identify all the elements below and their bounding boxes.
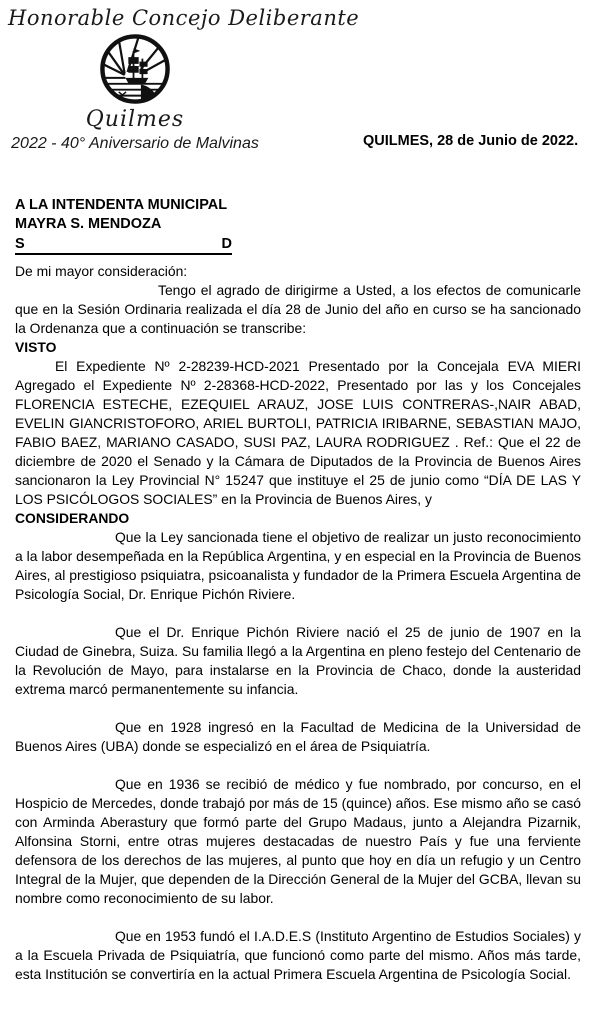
considerando-paragraph: Que el Dr. Enrique Pichón Riviere nació el 25 de junio de 1907 en la Ciudad de Ginebra, Suiza. Su familia llegó a la Argentina en pleno festejo del Centenario de la Revolución de Mayo, para instalarse en la Provincia de Chaco, donde la austeridad extrema marcó permanentemente su infancia. — [15, 624, 581, 697]
letter-body — [15, 262, 581, 984]
date-line: QUILMES, 28 de Junio de 2022. — [363, 133, 579, 149]
recipient-name: MAYRA S. MENDOZA — [15, 216, 162, 232]
letterhead — [8, 6, 360, 153]
visto-paragraph: El Expediente Nº 2-28239-HCD-2021 Presentado por la Concejala EVA MIERI Agregado el Expediente Nº 2-28368-HCD-2022, Presentado por las y los Concejales FLORENCIA ESTECHE, EZEQUIEL ARAUZ, JOSE LUIS CONTRERAS-,NAIR ABAD, EVELIN GIANCRISTOFORO, ARIEL BURTOLI, PATRICIA IRIBARNE, SEBASTIAN MAJO, FABIO BAEZ, MARIANO CASADO, SUSI PAZ, LAURA RODRIGUEZ . Ref.: Que el 22 de diciembre de 2020 el Senado y la Cámara de Diputados de la Provincia de Buenos Aires sancionaron la Ley Provincial N° 15247 que instituye el 25 de junio como “DÍA DE LAS Y LOS PSICÓLOGOS SOCIALES” en la Provincia de Buenos Aires, y — [15, 358, 581, 507]
considerando-paragraph: Que en 1928 ingresó en la Facultad de Medicina de la Universidad de Buenos Aires (UBA) donde se especializó en el área de Psiquiatría. — [15, 719, 581, 754]
visto-heading: VISTO — [15, 339, 57, 355]
recipient-sd-line — [15, 236, 232, 255]
city-name-script: Quilmes — [85, 107, 185, 132]
considerando-paragraph: Que en 1953 fundó el I.A.D.E.S (Instituto Argentino de Estudios Sociales) y a la Escuela Privada de Psiquiatría, que funcionó como parte del mismo. Años más tarde, esta Institución se convertiría en la actual Primera Escuela Argentina de Psicología Social. — [15, 928, 581, 982]
org-name: Honorable Concejo Deliberante — [8, 6, 360, 30]
greeting: De mi mayor consideración: — [15, 263, 188, 279]
quilmes-ship-sun-emblem-icon — [98, 32, 172, 106]
recipient-block — [15, 196, 232, 255]
recipient-title: A LA INTENDENTA MUNICIPAL — [15, 197, 228, 213]
intro-paragraph: Tengo el agrado de dirigirme a Usted, a los efectos de comunicarle que en la Sesión Ordinaria realizada el día 28 de Junio del año en curso se ha sancionado la Ordenanza que a continuación se transcribe: — [15, 282, 581, 336]
considerando-paragraph: Que la Ley sancionada tiene el objetivo de realizar un justo reconocimiento a la labor desempeñada en la República Argentina, y en especial en la Provincia de Buenos Aires, al prestigioso psiquiatra, psicoanalista y fundador de la Primera Escuela Argentina de Psicología Social, Dr. Enrique Pichón Riviere. — [15, 529, 581, 602]
anniversary-line: 2022 - 40° Aniversario de Malvinas — [11, 135, 259, 152]
considerando-paragraph: Que en 1936 se recibió de médico y fue nombrado, por concurso, en el Hospicio de Mercedes, donde trabajó por más de 15 (quince) años. Ese mismo año se casó con Arminda Aberastury que formó parte del Grupo Madaus, junto a Alejandra Pizarnik, Alfonsina Storni, entre otras mujeres destacadas de nuestro País y fue una ferviente defensora de los derechos de las mujeres, al punto que hoy en día un refugio y un Centro Integral de la Mujer, que dependen de la Dirección General de la Mujer del GCBA, llevan su nombre como reconocimiento de su labor. — [15, 776, 581, 906]
considerando-heading: CONSIDERANDO — [15, 510, 130, 526]
sd-right: D — [221, 236, 232, 252]
sd-left: S — [15, 236, 25, 252]
